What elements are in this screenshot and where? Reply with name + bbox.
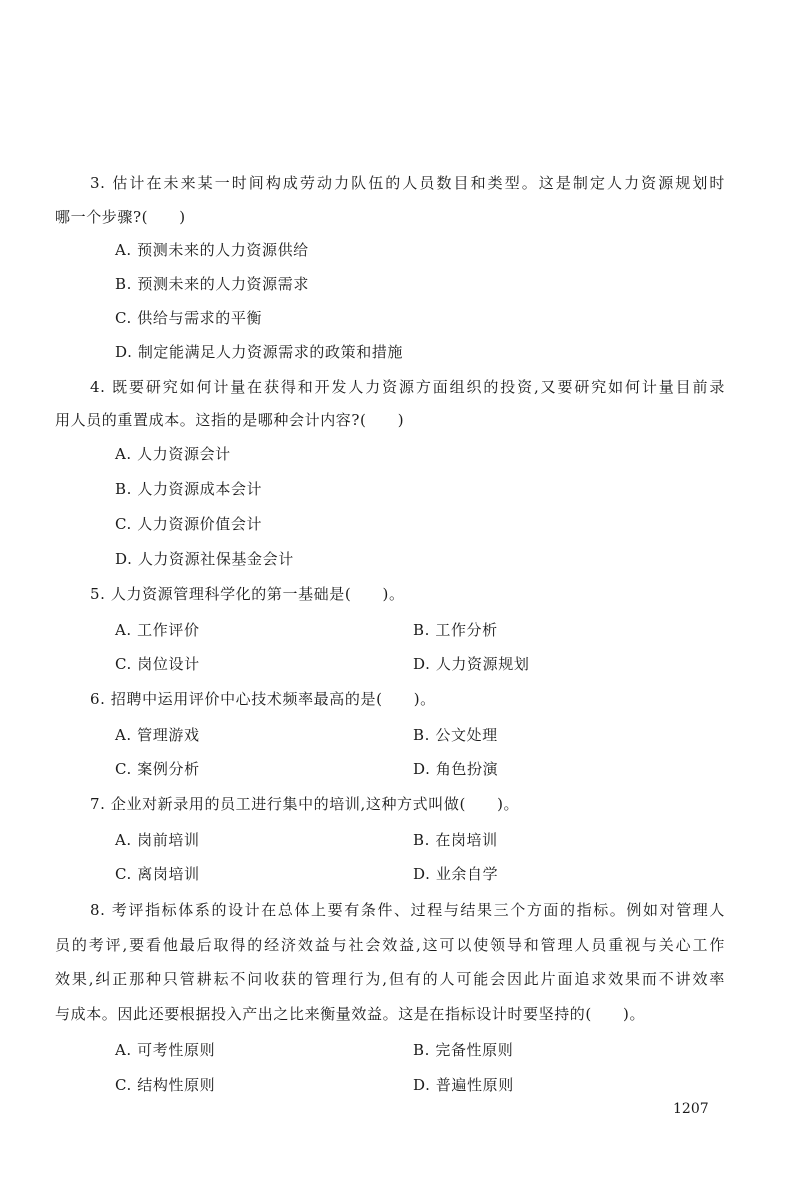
q8-stem-line-1 [90,900,725,920]
q8-option-c: C. 结构性原则 [115,1076,216,1094]
q6-stem: 6. 招聘中运用评价中心技术频率最高的是( )。 [90,690,436,708]
q3-stem-line-2: 哪一个步骤?( ) [55,208,186,226]
q3-option-a: A. 预测未来的人力资源供给 [115,241,309,259]
q3-option-d: D. 制定能满足人力资源需求的政策和措施 [115,343,404,361]
q3-stem-line-1 [90,173,725,193]
q8-stem-line-3-text: 效果,纠正那种只管耕耘不问收获的管理行为,但有的人可能会因此片面追求效果而不讲效率 [55,970,725,988]
q8-option-d: D. 普遍性原则 [413,1076,514,1094]
q8-option-b: B. 完备性原则 [413,1041,514,1059]
q3-option-c: C. 供给与需求的平衡 [115,309,263,327]
q8-stem-line-1-text: 8. 考评指标体系的设计在总体上要有条件、过程与结果三个方面的指标。例如对管理人 [90,901,725,919]
q4-stem-line-1-text: 4. 既要研究如何计量在获得和开发人力资源方面组织的投资,又要研究如何计量目前录 [90,378,725,396]
q6-option-d: D. 角色扮演 [413,760,499,778]
q4-stem-line-2: 用人员的重置成本。这指的是哪种会计内容?( ) [55,411,405,429]
q5-option-d: D. 人力资源规划 [413,655,530,673]
q8-stem-line-3 [55,969,725,989]
page-number: 1207 [673,1101,709,1117]
q5-stem: 5. 人力资源管理科学化的第一基础是( )。 [90,585,405,603]
q3-stem-line-1-text: 3. 估计在未来某一时间构成劳动力队伍的人员数目和类型。这是制定人力资源规划时 [90,174,725,192]
q4-stem-line-1 [90,377,725,397]
q5-option-b: B. 工作分析 [413,621,498,639]
q7-option-c: C. 离岗培训 [115,865,200,883]
q7-option-b: B. 在岗培训 [413,831,498,849]
q7-option-a: A. 岗前培训 [115,831,200,849]
q5-option-c: C. 岗位设计 [115,655,200,673]
q8-option-a: A. 可考性原则 [115,1041,216,1059]
q4-option-b: B. 人力资源成本会计 [115,480,263,498]
q4-option-d: D. 人力资源社保基金会计 [115,550,294,568]
q8-stem-line-2 [55,935,725,955]
q3-option-b: B. 预测未来的人力资源需求 [115,275,309,293]
q8-stem-line-2-text: 员的考评,要看他最后取得的经济效益与社会效益,这可以使领导和管理人员重视与关心工作 [55,936,725,954]
q8-stem-line-4: 与成本。因此还要根据投入产出之比来衡量效益。这是在指标设计时要坚持的( )。 [55,1005,646,1023]
q6-option-b: B. 公文处理 [413,726,498,744]
q7-stem: 7. 企业对新录用的员工进行集中的培训,这种方式叫做( )。 [90,795,520,813]
q7-option-d: D. 业余自学 [413,865,499,883]
q5-option-a: A. 工作评价 [115,621,200,639]
q4-option-c: C. 人力资源价值会计 [115,515,263,533]
q6-option-c: C. 案例分析 [115,760,200,778]
q4-option-a: A. 人力资源会计 [115,445,231,463]
q6-option-a: A. 管理游戏 [115,726,200,744]
